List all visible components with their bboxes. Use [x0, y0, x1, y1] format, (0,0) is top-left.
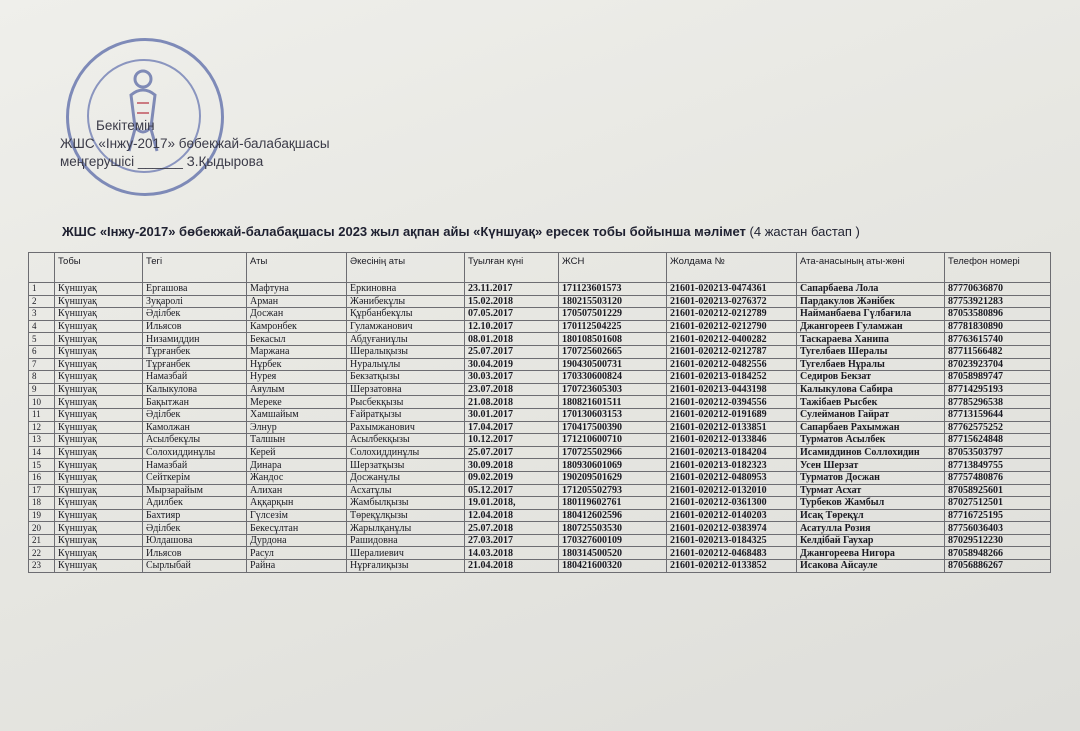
cell-surname: Мырзарайым — [143, 484, 247, 497]
cell-surname: Калыкулова — [143, 383, 247, 396]
cell-birth-date: 25.07.2017 — [465, 345, 559, 358]
cell-surname: Ильясов — [143, 320, 247, 333]
cell-parent: Тажібаев Рысбек — [797, 396, 945, 409]
table-row — [29, 333, 1051, 346]
cell-patronymic: Асхатұлы — [347, 484, 465, 497]
cell-birth-date: 12.10.2017 — [465, 320, 559, 333]
cell-name: Динара — [247, 459, 347, 472]
cell-referral: 21601-020213-0474361 — [667, 283, 797, 296]
table-row — [29, 295, 1051, 308]
cell-parent: Таскараева Ханипа — [797, 333, 945, 346]
cell-birth-date: 27.03.2017 — [465, 534, 559, 547]
cell-surname: Юлдашова — [143, 534, 247, 547]
cell-surname: Әділбек — [143, 308, 247, 321]
cell-patronymic: Нуралыұлы — [347, 358, 465, 371]
title-age-note: (4 жастан бастап ) — [745, 224, 860, 239]
cell-iin: 180421600320 — [559, 560, 667, 573]
cell-patronymic: Рысбекқызы — [347, 396, 465, 409]
cell-surname: Әділбек — [143, 408, 247, 421]
cell-phone: 87058989747 — [945, 371, 1051, 384]
table-row — [29, 484, 1051, 497]
cell-index: 7 — [29, 358, 55, 371]
cell-birth-date: 30.09.2018 — [465, 459, 559, 472]
cell-group: Күншуақ — [55, 333, 143, 346]
cell-phone: 87058948266 — [945, 547, 1051, 560]
cell-group: Күншуақ — [55, 383, 143, 396]
cell-parent: Сапарбаева Лола — [797, 283, 945, 296]
cell-phone: 87762575252 — [945, 421, 1051, 434]
cell-phone: 87756036403 — [945, 522, 1051, 535]
cell-surname: Адилбек — [143, 497, 247, 510]
cell-name: Хамшайым — [247, 408, 347, 421]
cell-group: Күншуақ — [55, 446, 143, 459]
cell-patronymic: Құрбанбекұлы — [347, 308, 465, 321]
approval-organization: ЖШС «Інжу-2017» бөбекжай-балабақшасы — [60, 136, 330, 151]
cell-phone: 87053503797 — [945, 446, 1051, 459]
cell-index: 9 — [29, 383, 55, 396]
cell-parent: Сулейманов Гайрат — [797, 408, 945, 421]
cell-birth-date: 21.08.2018 — [465, 396, 559, 409]
cell-birth-date: 07.05.2017 — [465, 308, 559, 321]
header-surname: Тегі — [143, 253, 247, 283]
cell-phone: 87763615740 — [945, 333, 1051, 346]
table-row — [29, 471, 1051, 484]
cell-phone: 87027512501 — [945, 497, 1051, 510]
cell-phone: 87711566482 — [945, 345, 1051, 358]
cell-group: Күншуақ — [55, 497, 143, 510]
cell-phone: 87757480876 — [945, 471, 1051, 484]
cell-iin: 170130603153 — [559, 408, 667, 421]
cell-phone: 87023923704 — [945, 358, 1051, 371]
cell-index: 14 — [29, 446, 55, 459]
cell-index: 21 — [29, 534, 55, 547]
cell-index: 18 — [29, 497, 55, 510]
table-row — [29, 396, 1051, 409]
cell-iin: 171205502793 — [559, 484, 667, 497]
cell-birth-date: 17.04.2017 — [465, 421, 559, 434]
cell-name: Керей — [247, 446, 347, 459]
cell-referral: 21601-020212-0140203 — [667, 509, 797, 522]
cell-iin: 171210600710 — [559, 434, 667, 447]
table-row — [29, 358, 1051, 371]
approval-signatory: меңгерушісі ______ З.Қыдырова — [60, 154, 264, 169]
cell-surname: Сейткерім — [143, 471, 247, 484]
cell-name: Райна — [247, 560, 347, 573]
cell-name: Нурея — [247, 371, 347, 384]
cell-birth-date: 15.02.2018 — [465, 295, 559, 308]
cell-referral: 21601-020213-0184252 — [667, 371, 797, 384]
cell-index: 12 — [29, 421, 55, 434]
cell-patronymic: Шерзатовна — [347, 383, 465, 396]
cell-iin: 170330600824 — [559, 371, 667, 384]
cell-birth-date: 30.01.2017 — [465, 408, 559, 421]
cell-patronymic: Еркиновна — [347, 283, 465, 296]
table-row — [29, 547, 1051, 560]
cell-group: Күншуақ — [55, 560, 143, 573]
cell-phone: 87053580896 — [945, 308, 1051, 321]
cell-name: Досжан — [247, 308, 347, 321]
cell-group: Күншуақ — [55, 371, 143, 384]
cell-phone: 87785296538 — [945, 396, 1051, 409]
cell-index: 6 — [29, 345, 55, 358]
cell-patronymic: Рашидовна — [347, 534, 465, 547]
cell-name: Мафтуна — [247, 283, 347, 296]
cell-name: Камронбек — [247, 320, 347, 333]
cell-name: Гүлсезім — [247, 509, 347, 522]
cell-parent: Седиров Бекзат — [797, 371, 945, 384]
cell-phone: 87715624848 — [945, 434, 1051, 447]
cell-referral: 21601-020212-0482556 — [667, 358, 797, 371]
cell-name: Элнур — [247, 421, 347, 434]
cell-patronymic: Шерзатқызы — [347, 459, 465, 472]
table-header-row — [29, 253, 1051, 283]
cell-iin: 170507501229 — [559, 308, 667, 321]
cell-iin: 180119602761 — [559, 497, 667, 510]
cell-phone: 87056886267 — [945, 560, 1051, 573]
cell-patronymic: Солохиддинұлы — [347, 446, 465, 459]
table-row — [29, 522, 1051, 535]
header-phone: Телефон номері — [945, 253, 1051, 283]
cell-surname: Тұрғанбек — [143, 358, 247, 371]
cell-parent: Турматов Досжан — [797, 471, 945, 484]
cell-index: 5 — [29, 333, 55, 346]
cell-index: 19 — [29, 509, 55, 522]
cell-referral: 21601-020212-0468483 — [667, 547, 797, 560]
cell-surname: Камолжан — [143, 421, 247, 434]
cell-referral: 21601-020212-0480953 — [667, 471, 797, 484]
cell-surname: Ильясов — [143, 547, 247, 560]
cell-name: Маржана — [247, 345, 347, 358]
cell-name: Бекесұлтан — [247, 522, 347, 535]
cell-patronymic: Жәнибекұлы — [347, 295, 465, 308]
cell-birth-date: 30.03.2017 — [465, 371, 559, 384]
cell-name: Жандос — [247, 471, 347, 484]
cell-index: 3 — [29, 308, 55, 321]
cell-surname: Сырлыбай — [143, 560, 247, 573]
cell-birth-date: 05.12.2017 — [465, 484, 559, 497]
cell-parent: Турматов Асылбек — [797, 434, 945, 447]
cell-parent: Тугелбаев Шералы — [797, 345, 945, 358]
cell-iin: 170112504225 — [559, 320, 667, 333]
cell-phone: 87714295193 — [945, 383, 1051, 396]
table-row — [29, 408, 1051, 421]
cell-name: Аққарқын — [247, 497, 347, 510]
table-row — [29, 446, 1051, 459]
header-birth-date: Туылған күні — [465, 253, 559, 283]
cell-birth-date: 08.01.2018 — [465, 333, 559, 346]
cell-iin: 180108501608 — [559, 333, 667, 346]
table-row — [29, 509, 1051, 522]
cell-patronymic: Абдуғаниұлы — [347, 333, 465, 346]
cell-birth-date: 21.04.2018 — [465, 560, 559, 573]
cell-name: Бекасыл — [247, 333, 347, 346]
cell-iin: 170417500390 — [559, 421, 667, 434]
table-row — [29, 320, 1051, 333]
cell-referral: 21601-020212-0212789 — [667, 308, 797, 321]
cell-group: Күншуақ — [55, 522, 143, 535]
cell-phone: 87716725195 — [945, 509, 1051, 522]
cell-patronymic: Досжанұлы — [347, 471, 465, 484]
cell-index: 22 — [29, 547, 55, 560]
cell-birth-date: 14.03.2018 — [465, 547, 559, 560]
cell-patronymic: Рахымжанович — [347, 421, 465, 434]
cell-name: Аяулым — [247, 383, 347, 396]
cell-name: Расул — [247, 547, 347, 560]
cell-name: Нұрбек — [247, 358, 347, 371]
cell-name: Алихан — [247, 484, 347, 497]
cell-index: 11 — [29, 408, 55, 421]
cell-parent: Исақ Төреқұл — [797, 509, 945, 522]
cell-referral: 21601-020213-0184325 — [667, 534, 797, 547]
cell-referral: 21601-020213-0184204 — [667, 446, 797, 459]
approval-heading: Бекітемін — [96, 118, 155, 133]
cell-patronymic: Жамбылқызы — [347, 497, 465, 510]
cell-index: 1 — [29, 283, 55, 296]
cell-index: 15 — [29, 459, 55, 472]
cell-index: 16 — [29, 471, 55, 484]
table-row — [29, 421, 1051, 434]
header-patronymic: Әкесінің аты — [347, 253, 465, 283]
cell-referral: 21601-020212-0133852 — [667, 560, 797, 573]
cell-patronymic: Гуламжанович — [347, 320, 465, 333]
cell-name: Арман — [247, 295, 347, 308]
cell-birth-date: 30.04.2019 — [465, 358, 559, 371]
cell-name: Дурдона — [247, 534, 347, 547]
cell-group: Күншуақ — [55, 345, 143, 358]
cell-surname: Солохиддинұлы — [143, 446, 247, 459]
cell-birth-date: 23.07.2018 — [465, 383, 559, 396]
cell-phone: 87713159644 — [945, 408, 1051, 421]
cell-index: 23 — [29, 560, 55, 573]
cell-phone: 87770636870 — [945, 283, 1051, 296]
cell-group: Күншуақ — [55, 434, 143, 447]
cell-parent: Турмат Асхат — [797, 484, 945, 497]
cell-patronymic: Бекзатқызы — [347, 371, 465, 384]
cell-parent: Келдібай Гаухар — [797, 534, 945, 547]
cell-group: Күншуақ — [55, 283, 143, 296]
cell-patronymic: Шералиевич — [347, 547, 465, 560]
table-row — [29, 434, 1051, 447]
cell-surname: Ергашова — [143, 283, 247, 296]
children-table — [28, 252, 1051, 573]
cell-parent: Джангореева Нигора — [797, 547, 945, 560]
document-title — [62, 224, 860, 239]
cell-surname: Низамиддин — [143, 333, 247, 346]
cell-phone: 87753921283 — [945, 295, 1051, 308]
cell-phone: 87029512230 — [945, 534, 1051, 547]
cell-iin: 180215503120 — [559, 295, 667, 308]
cell-surname: Бақытжан — [143, 396, 247, 409]
cell-referral: 21601-020212-0132010 — [667, 484, 797, 497]
cell-iin: 190430500731 — [559, 358, 667, 371]
cell-birth-date: 25.07.2017 — [465, 446, 559, 459]
header-group: Тобы — [55, 253, 143, 283]
table-row — [29, 283, 1051, 296]
cell-referral: 21601-020212-0133846 — [667, 434, 797, 447]
approval-block — [60, 117, 330, 171]
cell-parent: Турбеков Жамбыл — [797, 497, 945, 510]
table-row — [29, 534, 1051, 547]
cell-index: 2 — [29, 295, 55, 308]
cell-iin: 190209501629 — [559, 471, 667, 484]
cell-referral: 21601-020213-0443198 — [667, 383, 797, 396]
cell-group: Күншуақ — [55, 295, 143, 308]
cell-referral: 21601-020212-0400282 — [667, 333, 797, 346]
table-row — [29, 308, 1051, 321]
cell-iin: 180821601511 — [559, 396, 667, 409]
cell-patronymic: Төреқұлқызы — [347, 509, 465, 522]
cell-group: Күншуақ — [55, 421, 143, 434]
cell-group: Күншуақ — [55, 396, 143, 409]
cell-parent: Исамиддинов Соллохидин — [797, 446, 945, 459]
cell-birth-date: 25.07.2018 — [465, 522, 559, 535]
cell-iin: 171123601573 — [559, 283, 667, 296]
cell-parent: Пардакулов Жәнібек — [797, 295, 945, 308]
cell-name: Мереке — [247, 396, 347, 409]
cell-surname: Әділбек — [143, 522, 247, 535]
header-referral: Жолдама № — [667, 253, 797, 283]
cell-group: Күншуақ — [55, 408, 143, 421]
cell-parent: Усен Шерзат — [797, 459, 945, 472]
cell-patronymic: Жарылқанұлы — [347, 522, 465, 535]
cell-group: Күншуақ — [55, 547, 143, 560]
cell-referral: 21601-020212-0212790 — [667, 320, 797, 333]
cell-phone: 87713849755 — [945, 459, 1051, 472]
cell-birth-date: 10.12.2017 — [465, 434, 559, 447]
cell-group: Күншуақ — [55, 358, 143, 371]
cell-surname: Намазбай — [143, 371, 247, 384]
header-iin: ЖСН — [559, 253, 667, 283]
cell-index: 10 — [29, 396, 55, 409]
cell-parent: Асатулла Розия — [797, 522, 945, 535]
cell-parent: Исакова Айсауле — [797, 560, 945, 573]
cell-iin: 180412602596 — [559, 509, 667, 522]
cell-iin: 180314500520 — [559, 547, 667, 560]
cell-name: Талшын — [247, 434, 347, 447]
header-index — [29, 253, 55, 283]
cell-birth-date: 09.02.2019 — [465, 471, 559, 484]
cell-group: Күншуақ — [55, 484, 143, 497]
cell-birth-date: 19.01.2018, — [465, 497, 559, 510]
cell-birth-date: 23.11.2017 — [465, 283, 559, 296]
cell-referral: 21601-020212-0361300 — [667, 497, 797, 510]
table-row — [29, 459, 1051, 472]
cell-surname: Зуқаролі — [143, 295, 247, 308]
cell-group: Күншуақ — [55, 459, 143, 472]
table-row — [29, 345, 1051, 358]
cell-index: 8 — [29, 371, 55, 384]
cell-index: 13 — [29, 434, 55, 447]
header-name: Аты — [247, 253, 347, 283]
cell-index: 4 — [29, 320, 55, 333]
cell-iin: 180725503530 — [559, 522, 667, 535]
cell-surname: Асылбекұлы — [143, 434, 247, 447]
table-row — [29, 371, 1051, 384]
header-parent: Ата-анасының аты-жөні — [797, 253, 945, 283]
cell-phone: 87058925601 — [945, 484, 1051, 497]
table-row — [29, 497, 1051, 510]
cell-referral: 21601-020213-0276372 — [667, 295, 797, 308]
cell-referral: 21601-020213-0182323 — [667, 459, 797, 472]
title-main: ЖШС «Інжу-2017» бөбекжай-балабақшасы 2023 жыл ақпан айы «Күншуақ» ересек тобы бойынша мәлімет — [62, 224, 746, 239]
cell-patronymic: Асылбекқызы — [347, 434, 465, 447]
cell-iin: 170723605303 — [559, 383, 667, 396]
cell-iin: 170725502966 — [559, 446, 667, 459]
cell-parent: Тугелбаев Нұралы — [797, 358, 945, 371]
cell-referral: 21601-020212-0191689 — [667, 408, 797, 421]
cell-surname: Тұрғанбек — [143, 345, 247, 358]
cell-parent: Джангореев Гуламжан — [797, 320, 945, 333]
cell-group: Күншуақ — [55, 534, 143, 547]
cell-group: Күншуақ — [55, 320, 143, 333]
cell-surname: Намазбай — [143, 459, 247, 472]
cell-index: 20 — [29, 522, 55, 535]
cell-patronymic: Ғайратқызы — [347, 408, 465, 421]
cell-surname: Бахтияр — [143, 509, 247, 522]
cell-referral: 21601-020212-0394556 — [667, 396, 797, 409]
cell-patronymic: Нұрғалиқызы — [347, 560, 465, 573]
cell-patronymic: Шералықызы — [347, 345, 465, 358]
cell-iin: 170725602665 — [559, 345, 667, 358]
cell-group: Күншуақ — [55, 509, 143, 522]
table-row — [29, 383, 1051, 396]
cell-group: Күншуақ — [55, 471, 143, 484]
cell-index: 17 — [29, 484, 55, 497]
cell-birth-date: 12.04.2018 — [465, 509, 559, 522]
cell-iin: 170327600109 — [559, 534, 667, 547]
cell-iin: 180930601069 — [559, 459, 667, 472]
table-row — [29, 560, 1051, 573]
cell-group: Күншуақ — [55, 308, 143, 321]
cell-referral: 21601-020212-0133851 — [667, 421, 797, 434]
cell-parent: Найманбаева Гүлбағила — [797, 308, 945, 321]
cell-parent: Сапарбаев Рахымжан — [797, 421, 945, 434]
cell-parent: Калыкулова Сабира — [797, 383, 945, 396]
cell-phone: 87781830890 — [945, 320, 1051, 333]
cell-referral: 21601-020212-0383974 — [667, 522, 797, 535]
cell-referral: 21601-020212-0212787 — [667, 345, 797, 358]
